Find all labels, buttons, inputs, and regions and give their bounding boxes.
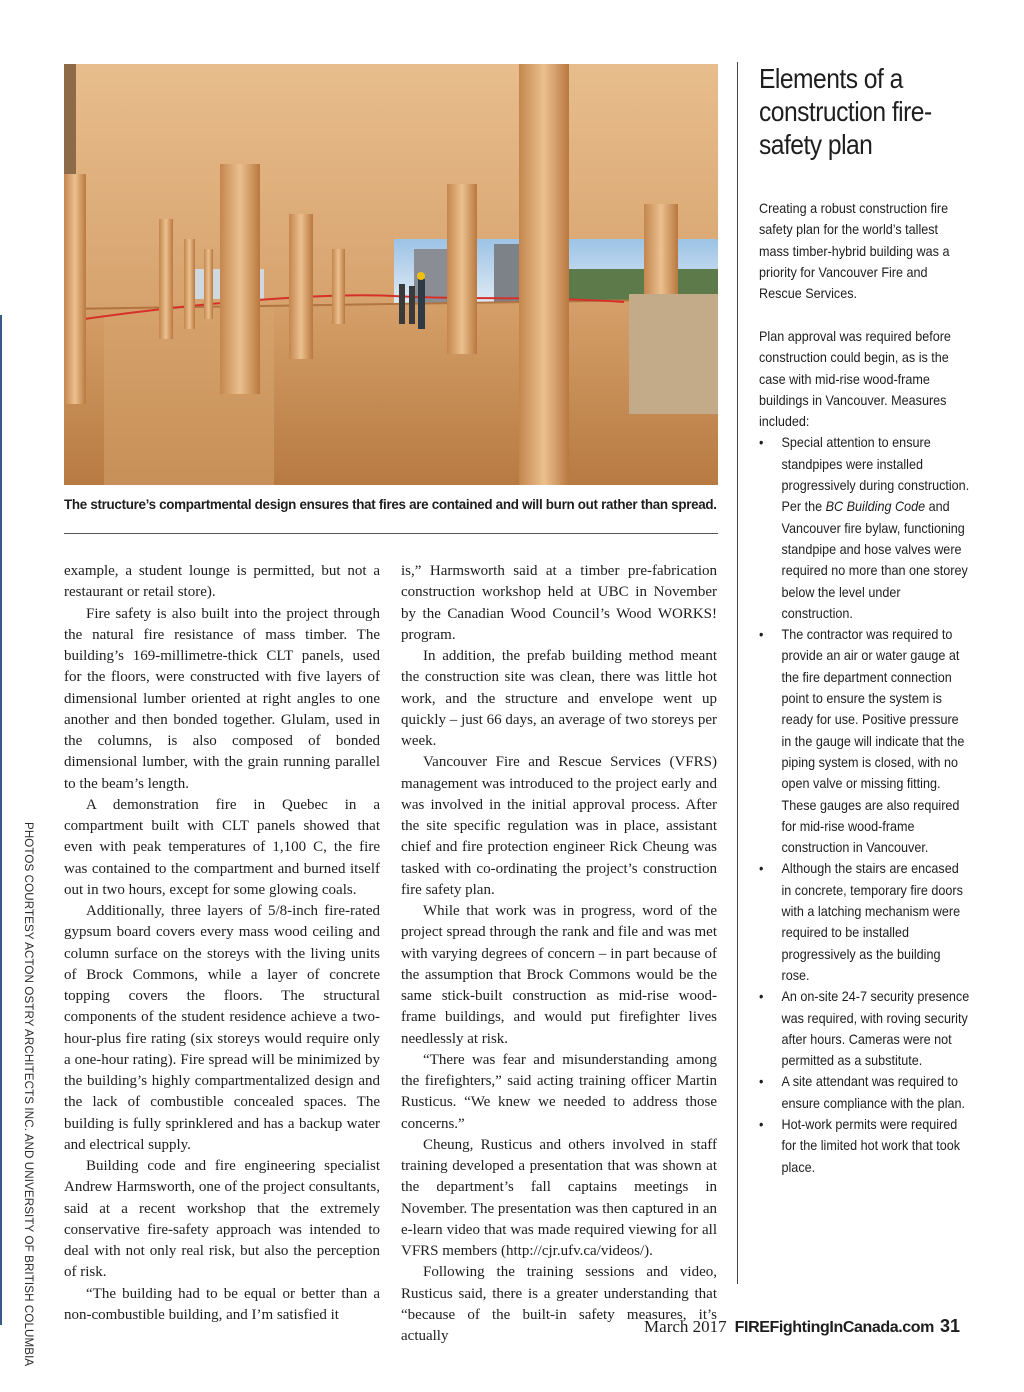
bullet-icon: • bbox=[759, 860, 764, 877]
bullet-icon: • bbox=[759, 1115, 764, 1132]
bullet-icon: • bbox=[759, 1073, 764, 1090]
photo-credit: PHOTOS COURTESY ACTON OSTRY ARCHITECTS INC. AND UNIVERSITY OF BRITISH COLUMBIA bbox=[22, 822, 35, 1367]
paragraph: In addition, the prefab building method meant the construction site was clean, there was little hot work, and the structure and envelope went up quickly – just 66 days, an average of two storeys per week. bbox=[401, 648, 717, 749]
website-name: FIREFightingInCanada.com bbox=[734, 1319, 934, 1336]
paragraph: Cheung, Rusticus and others involved in staff training developed a presentation that was shown at the department’s fall captains meetings in November. The presentation was then captured in an e-learn video that was made required viewing for all VFRS members (http://cjr.ufv.ca/videos/). bbox=[401, 1136, 717, 1259]
caption-divider bbox=[64, 533, 718, 534]
measures-list bbox=[759, 432, 971, 1177]
bullet-icon: • bbox=[759, 626, 764, 643]
bullet-icon: • bbox=[759, 988, 764, 1005]
list-item: • An on-site 24-7 security presence was required, with roving security after hours. Cameras were not permitted as a substitute. bbox=[759, 988, 970, 1069]
construction-photo bbox=[64, 64, 718, 485]
page-number: 31 bbox=[939, 1316, 960, 1336]
paragraph: Vancouver Fire and Rescue Services (VFRS) management was introduced to the project early and was involved in the initial approval process. After the site specific regulation was in place, assistant chief and fire protection engineer Rick Cheung was tasked with co-ordinating the project’s construction fire safety plan. bbox=[401, 754, 717, 898]
list-item: • Although the stairs are encased in concrete, temporary fire doors with a latching mechanism were required to be installed progressively as the building rose. bbox=[759, 860, 963, 983]
article-column-1 bbox=[64, 561, 380, 1326]
sidebar-intro: Creating a robust construction fire safety plan for the world’s tallest mass timber-hybrid building was a priority for Vancouver Fire and Rescue Services. bbox=[759, 200, 950, 302]
paragraph: Following the training sessions and video, Rusticus said, there is a greater understanding that “because of the built-in safety measures, it’s actually bbox=[401, 1264, 717, 1344]
paragraph: “The building had to be equal or better than a non-combustible building, and I’m satisfied it bbox=[64, 1285, 380, 1323]
sidebar-divider bbox=[737, 62, 738, 1284]
sidebar-box bbox=[759, 62, 974, 1175]
paragraph: is,” Harmsworth said at a timber pre-fabrication construction workshop held at UBC in November by the Canadian Wood Council’s Wood WORKS! program. bbox=[401, 563, 717, 643]
sidebar-plan bbox=[759, 326, 971, 1178]
paragraph: A demonstration fire in Quebec in a compartment built with CLT panels showed that even with peak temperatures of 1,100 C, the fire was contained to the compartment and burned itself out in two hours, except for some glowing coals. bbox=[64, 796, 380, 898]
paragraph: example, a student lounge is permitted, but not a restaurant or retail store). bbox=[64, 563, 380, 601]
paragraph: Building code and fire engineering specialist Andrew Harmsworth, one of the project consultants, said at a recent workshop that the extremely conservative fire-safety approach was intended to deal with not only real risk, but also the perception of risk. bbox=[64, 1158, 380, 1281]
list-item: • Special attention to ensure standpipes were installed progressively during construction. Per the BC Building Code and Vancouver fire bylaw, functioning standpipe and hose valves were required no more than one storey below the level under construction. bbox=[759, 434, 970, 621]
paragraph: Additionally, three layers of 5/8-inch fire-rated gypsum board covers every mass wood ceiling and column surface on the storeys with the living units of Brock Commons, while a layer of concrete topping covers the floors. The structural components of the student residence achieve a two-hour-plus fire rating (six storeys would require only a one-hour rating). Fire spread will be minimized by the building’s highly compartmentalized design and the lack of combustible concealed spaces. The building is fully sprinklered and has a backup water and electrical supply. bbox=[64, 903, 380, 1153]
code-reference: BC Building Code bbox=[825, 498, 926, 515]
sidebar-plan-intro: Plan approval was required before construction could begin, as is the case with mid-rise wood-frame buildings in Vancouver. Measures included: bbox=[759, 328, 951, 430]
list-item: • The contractor was required to provide an air or water gauge at the fire department connection point to ensure the system is ready for use. Positive pressure in the gauge will indicate that the piping system is closed, with no open valve or missing fitting. These gauges are also required for mid-rise wood-frame construction in Vancouver. bbox=[759, 626, 965, 856]
page-edge-stripe bbox=[0, 315, 2, 1325]
paragraph: While that work was in progress, word of the project spread through the rank and file and was met with varying degrees of concern – in part because of the assumption that Brock Commons would be the same stick-built construction as mid-rise wood-frame buildings, and would put firefighter lives needlessly at risk. bbox=[401, 903, 717, 1047]
bullet-icon: • bbox=[759, 434, 764, 451]
list-item: • Hot-work permits were required for the limited hot work that took place. bbox=[759, 1115, 961, 1175]
list-item: • A site attendant was required to ensure compliance with the plan. bbox=[759, 1073, 966, 1111]
page-footer bbox=[644, 1316, 960, 1337]
issue-date: March 2017 bbox=[644, 1317, 727, 1336]
sidebar-title: Elements of a construction fire-safety plan bbox=[759, 63, 932, 160]
article-column-2 bbox=[401, 561, 717, 1347]
paragraph: “There was fear and misunderstanding among the firefighters,” said acting training officer Martin Rusticus. “We knew we needed to address those concerns.” bbox=[401, 1051, 717, 1132]
paragraph: Fire safety is also built into the project through the natural fire resistance of mass timber. The building’s 169-millimetre-thick CLT panels, used for the floors, were constructed with five layers of dimensional lumber oriented at right angles to one another and then bonded together. Glulam, used in the columns, is also composed of bonded dimensional lumber, with the grain running parallel to the beam’s length. bbox=[64, 605, 380, 792]
photo-caption: The structure’s compartmental design ensures that fires are contained and will burn out rather than spread. bbox=[64, 497, 717, 512]
